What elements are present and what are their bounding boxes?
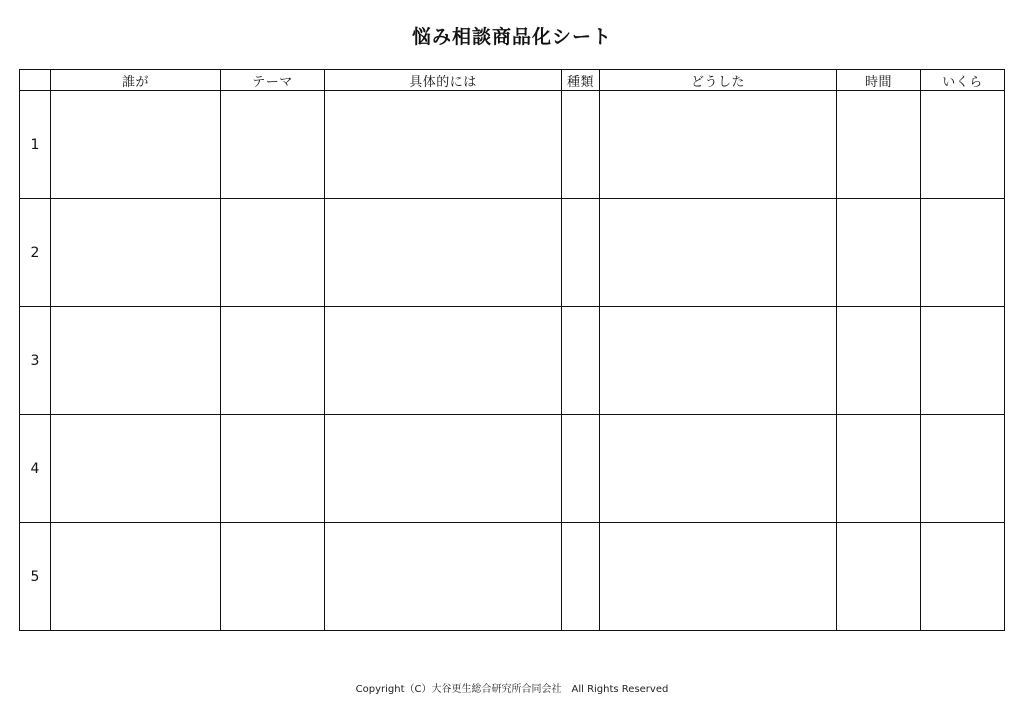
cell-who xyxy=(51,415,221,523)
cell-price xyxy=(921,91,1005,199)
worksheet-table xyxy=(19,69,1005,631)
cell-theme xyxy=(221,415,325,523)
header-cell-who: 誰が xyxy=(51,70,221,91)
header-row xyxy=(20,70,1005,91)
cell-price xyxy=(921,415,1005,523)
row-number: 5 xyxy=(20,523,51,631)
cell-theme xyxy=(221,199,325,307)
cell-type xyxy=(562,415,600,523)
header-cell-what-happened: どうした xyxy=(600,70,837,91)
cell-who xyxy=(51,91,221,199)
header-cell-price: いくら xyxy=(921,70,1005,91)
table-row xyxy=(20,199,1005,307)
cell-who xyxy=(51,307,221,415)
cell-details xyxy=(325,523,562,631)
row-number: 4 xyxy=(20,415,51,523)
cell-type xyxy=(562,307,600,415)
cell-what-happened xyxy=(600,199,837,307)
cell-details xyxy=(325,199,562,307)
cell-price xyxy=(921,523,1005,631)
cell-type xyxy=(562,91,600,199)
row-number: 3 xyxy=(20,307,51,415)
cell-theme xyxy=(221,523,325,631)
copyright-footer: Copyright（C）大谷更生総合研究所合同会社 All Rights Reserved xyxy=(355,684,669,695)
cell-type xyxy=(562,523,600,631)
cell-who xyxy=(51,523,221,631)
table-row xyxy=(20,307,1005,415)
cell-time xyxy=(837,307,921,415)
header-cell-type: 種類 xyxy=(562,70,600,91)
cell-details xyxy=(325,307,562,415)
cell-details xyxy=(325,415,562,523)
cell-time xyxy=(837,523,921,631)
cell-theme xyxy=(221,307,325,415)
cell-time xyxy=(837,91,921,199)
cell-details xyxy=(325,91,562,199)
cell-what-happened xyxy=(600,91,837,199)
sheet-title: 悩み相談商品化シート xyxy=(411,26,612,48)
row-number: 2 xyxy=(20,199,51,307)
cell-what-happened xyxy=(600,307,837,415)
cell-type xyxy=(562,199,600,307)
header-cell-details: 具体的には xyxy=(325,70,562,91)
cell-price xyxy=(921,307,1005,415)
header-cell-time: 時間 xyxy=(837,70,921,91)
cell-theme xyxy=(221,91,325,199)
cell-what-happened xyxy=(600,523,837,631)
table-row xyxy=(20,415,1005,523)
cell-who xyxy=(51,199,221,307)
table-row xyxy=(20,91,1005,199)
cell-price xyxy=(921,199,1005,307)
cell-what-happened xyxy=(600,415,837,523)
row-number: 1 xyxy=(20,91,51,199)
header-cell-index xyxy=(20,70,51,91)
header-cell-theme: テーマ xyxy=(221,70,325,91)
table-row xyxy=(20,523,1005,631)
cell-time xyxy=(837,199,921,307)
cell-time xyxy=(837,415,921,523)
